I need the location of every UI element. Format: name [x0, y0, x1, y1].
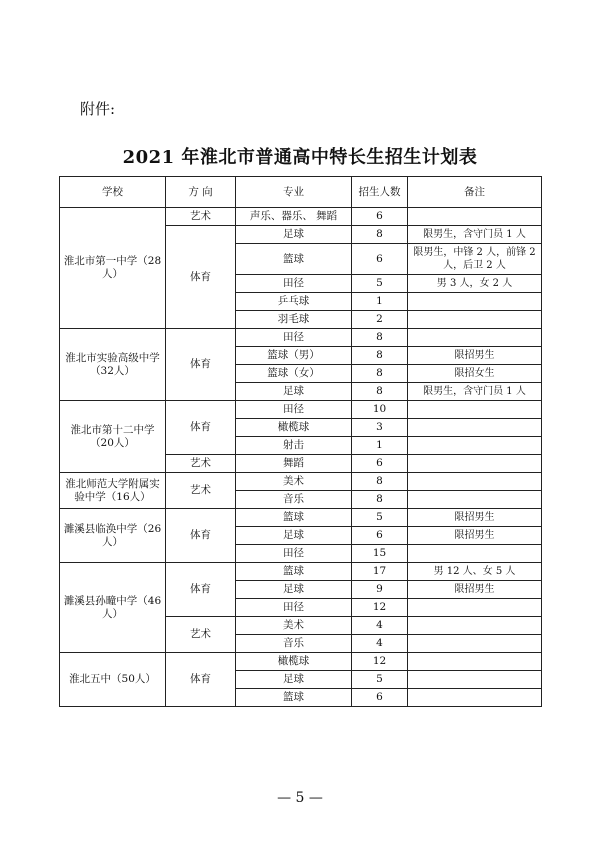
- school-name-cell: 淮北师范大学附属实验中学（16人）: [60, 473, 166, 509]
- major-cell: 田径: [236, 545, 352, 563]
- note-cell: [408, 635, 542, 653]
- direction-cell: 艺术: [166, 617, 236, 653]
- major-cell: 射击: [236, 437, 352, 455]
- major-cell: 橄榄球: [236, 419, 352, 437]
- direction-cell: 体育: [166, 226, 236, 329]
- major-cell: 美术: [236, 473, 352, 491]
- major-cell: 篮球: [236, 563, 352, 581]
- major-cell: 足球: [236, 581, 352, 599]
- count-cell: 6: [352, 208, 408, 226]
- table-row: [60, 329, 542, 347]
- count-cell: 9: [352, 581, 408, 599]
- note-cell: [408, 293, 542, 311]
- note-cell: 限男生，含守门员 1 人: [408, 383, 542, 401]
- table-row: [60, 563, 542, 581]
- count-cell: 4: [352, 617, 408, 635]
- count-cell: 8: [352, 226, 408, 244]
- major-cell: 田径: [236, 599, 352, 617]
- major-cell: 音乐: [236, 491, 352, 509]
- count-cell: 1: [352, 437, 408, 455]
- major-cell: 篮球（女）: [236, 365, 352, 383]
- major-cell: 美术: [236, 617, 352, 635]
- school-name-cell: 淮北市第十二中学（20人）: [60, 401, 166, 473]
- header-note: 备注: [408, 177, 542, 208]
- note-cell: [408, 437, 542, 455]
- major-cell: 篮球: [236, 244, 352, 275]
- direction-cell: 艺术: [166, 473, 236, 509]
- direction-cell: 体育: [166, 401, 236, 455]
- note-cell: [408, 311, 542, 329]
- major-cell: 足球: [236, 226, 352, 244]
- major-cell: 足球: [236, 383, 352, 401]
- count-cell: 8: [352, 473, 408, 491]
- count-cell: 3: [352, 419, 408, 437]
- note-cell: [408, 689, 542, 707]
- note-cell: [408, 599, 542, 617]
- note-cell: 限招男生: [408, 527, 542, 545]
- count-cell: 6: [352, 455, 408, 473]
- count-cell: 8: [352, 329, 408, 347]
- major-cell: 羽毛球: [236, 311, 352, 329]
- note-cell: 男 3 人，女 2 人: [408, 275, 542, 293]
- note-cell: 限招女生: [408, 365, 542, 383]
- note-cell: [408, 401, 542, 419]
- count-cell: 5: [352, 275, 408, 293]
- school-name-cell: 淮北市实验高级中学（32人）: [60, 329, 166, 401]
- direction-cell: 体育: [166, 653, 236, 707]
- major-cell: 篮球: [236, 689, 352, 707]
- school-name-cell: 濉溪县孙疃中学（46人）: [60, 563, 166, 653]
- note-cell: [408, 473, 542, 491]
- count-cell: 10: [352, 401, 408, 419]
- school-name-cell: 淮北市第一中学（28人）: [60, 208, 166, 329]
- direction-cell: 体育: [166, 509, 236, 563]
- header-major: 专业: [236, 177, 352, 208]
- count-cell: 2: [352, 311, 408, 329]
- note-cell: [408, 545, 542, 563]
- school-name-cell: 淮北五中（50人）: [60, 653, 166, 707]
- note-cell: 限男生，中锋 2 人，前锋 2 人，后卫 2 人: [408, 244, 542, 275]
- major-cell: 足球: [236, 671, 352, 689]
- major-cell: 足球: [236, 527, 352, 545]
- major-cell: 声乐、器乐、 舞蹈: [236, 208, 352, 226]
- attachment-label: 附件:: [80, 100, 116, 118]
- note-cell: 限招男生: [408, 581, 542, 599]
- table-header-row: [60, 177, 542, 208]
- major-cell: 田径: [236, 275, 352, 293]
- count-cell: 17: [352, 563, 408, 581]
- note-cell: [408, 491, 542, 509]
- note-cell: 限招男生: [408, 509, 542, 527]
- major-cell: 橄榄球: [236, 653, 352, 671]
- direction-cell: 艺术: [166, 455, 236, 473]
- count-cell: 8: [352, 365, 408, 383]
- major-cell: 篮球（男）: [236, 347, 352, 365]
- count-cell: 4: [352, 635, 408, 653]
- enrollment-plan-table: [59, 176, 542, 707]
- table-row: [60, 653, 542, 671]
- note-cell: [408, 329, 542, 347]
- header-direction: 方 向: [166, 177, 236, 208]
- note-cell: 男 12 人、女 5 人: [408, 563, 542, 581]
- count-cell: 8: [352, 347, 408, 365]
- direction-cell: 体育: [166, 563, 236, 617]
- table-row: [60, 401, 542, 419]
- note-cell: 限招男生: [408, 347, 542, 365]
- count-cell: 5: [352, 509, 408, 527]
- page-number: — 5 —: [277, 790, 323, 806]
- count-cell: 5: [352, 671, 408, 689]
- table-row: [60, 509, 542, 527]
- count-cell: 8: [352, 383, 408, 401]
- note-cell: 限男生，含守门员 1 人: [408, 226, 542, 244]
- major-cell: 乒乓球: [236, 293, 352, 311]
- count-cell: 6: [352, 689, 408, 707]
- count-cell: 15: [352, 545, 408, 563]
- count-cell: 8: [352, 491, 408, 509]
- direction-cell: 艺术: [166, 208, 236, 226]
- major-cell: 田径: [236, 401, 352, 419]
- school-name-cell: 濉溪县临涣中学（26人）: [60, 509, 166, 563]
- count-cell: 1: [352, 293, 408, 311]
- major-cell: 音乐: [236, 635, 352, 653]
- document-title: 2021 年淮北市普通高中特长生招生计划表: [122, 147, 478, 168]
- direction-cell: 体育: [166, 329, 236, 401]
- note-cell: [408, 617, 542, 635]
- note-cell: [408, 653, 542, 671]
- table-row: [60, 473, 542, 491]
- major-cell: 篮球: [236, 509, 352, 527]
- count-cell: 12: [352, 599, 408, 617]
- count-cell: 6: [352, 244, 408, 275]
- count-cell: 6: [352, 527, 408, 545]
- note-cell: [408, 419, 542, 437]
- count-cell: 12: [352, 653, 408, 671]
- major-cell: 舞蹈: [236, 455, 352, 473]
- header-count: 招生人数: [352, 177, 408, 208]
- major-cell: 田径: [236, 329, 352, 347]
- note-cell: [408, 455, 542, 473]
- note-cell: [408, 671, 542, 689]
- note-cell: [408, 208, 542, 226]
- table-row: [60, 208, 542, 226]
- header-school: 学校: [60, 177, 166, 208]
